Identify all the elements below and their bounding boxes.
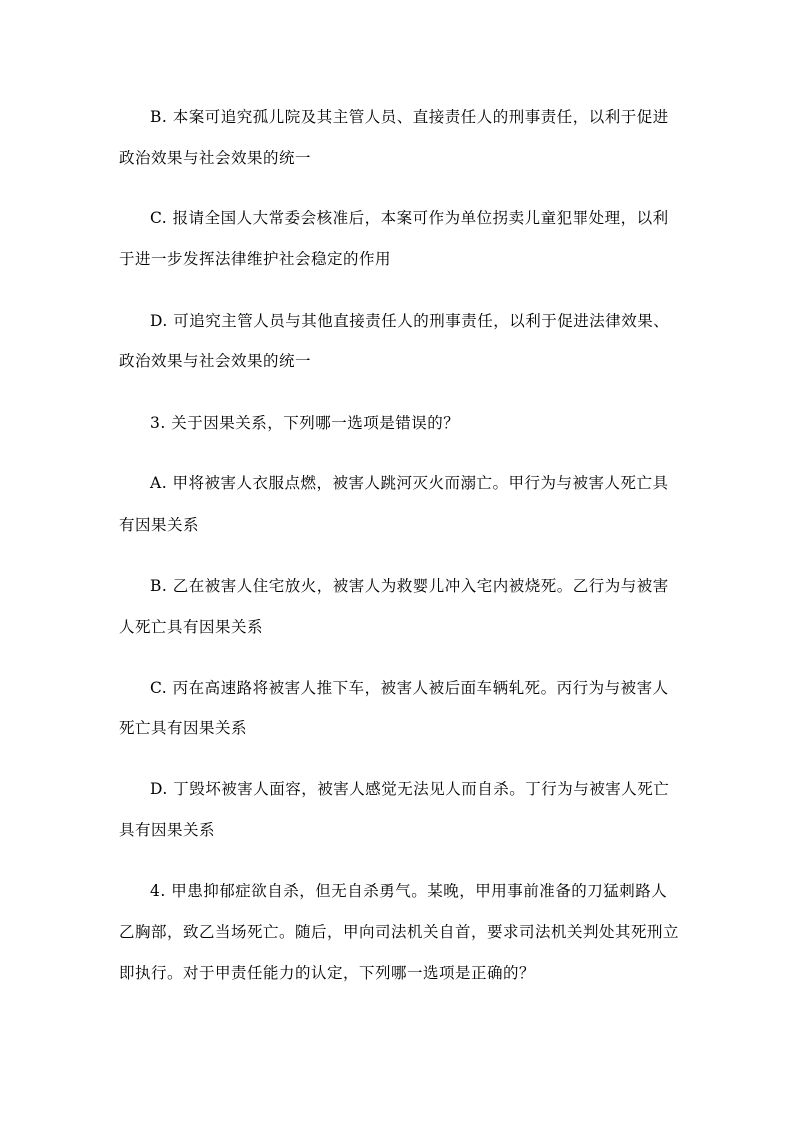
q2-option-c-line-1: C. 报请全国人大常委会核准后，本案可作为单位拐卖儿童犯罪处理，以利 xyxy=(150,209,669,227)
q2-option-d-line-1: D. 可追究主管人员与其他直接责任人的刑事责任，以利于促进法律效果、 xyxy=(150,312,670,330)
q3-option-c-line-2: 死亡具有因果关系 xyxy=(119,719,248,737)
q3-option-a-line-2: 有因果关系 xyxy=(119,516,200,534)
q4-stem-line-2: 乙胸部，致乙当场死亡。随后，甲向司法机关自首，要求司法机关判处其死刑立 xyxy=(119,923,680,941)
q4-stem-line-3: 即执行。对于甲责任能力的认定，下列哪一选项是正确的？ xyxy=(119,964,536,982)
q3-option-c-line-1: C. 丙在高速路将被害人推下车，被害人被后面车辆轧死。丙行为与被害人 xyxy=(150,679,669,697)
q3-option-a-line-1: A. 甲将被害人衣服点燃，被害人跳河灭火而溺亡。甲行为与被害人死亡具 xyxy=(150,474,669,492)
q2-option-d-line-2: 政治效果与社会效果的统一 xyxy=(119,352,312,370)
q2-option-c-line-2: 于进一步发挥法律维护社会稳定的作用 xyxy=(119,250,392,268)
q2-option-b-line-2: 政治效果与社会效果的统一 xyxy=(119,149,312,167)
q3-option-b-line-2: 人死亡具有因果关系 xyxy=(119,618,264,636)
q2-option-b-line-1: B. 本案可追究孤儿院及其主管人员、直接责任人的刑事责任，以利于促进 xyxy=(150,108,669,126)
q3-option-d-line-2: 具有因果关系 xyxy=(119,821,216,839)
q4-stem-line-1: 4. 甲患抑郁症欲自杀，但无自杀勇气。某晚，甲用事前准备的刀猛刺路人 xyxy=(150,882,668,900)
q3-stem-line-1: 3. 关于因果关系，下列哪一选项是错误的？ xyxy=(150,414,460,432)
q3-option-d-line-1: D. 丁毁坏被害人面容，被害人感觉无法见人而自杀。丁行为与被害人死亡 xyxy=(150,780,670,798)
q3-option-b-line-1: B. 乙在被害人住宅放火，被害人为救婴儿冲入宅内被烧死。乙行为与被害 xyxy=(150,577,669,595)
